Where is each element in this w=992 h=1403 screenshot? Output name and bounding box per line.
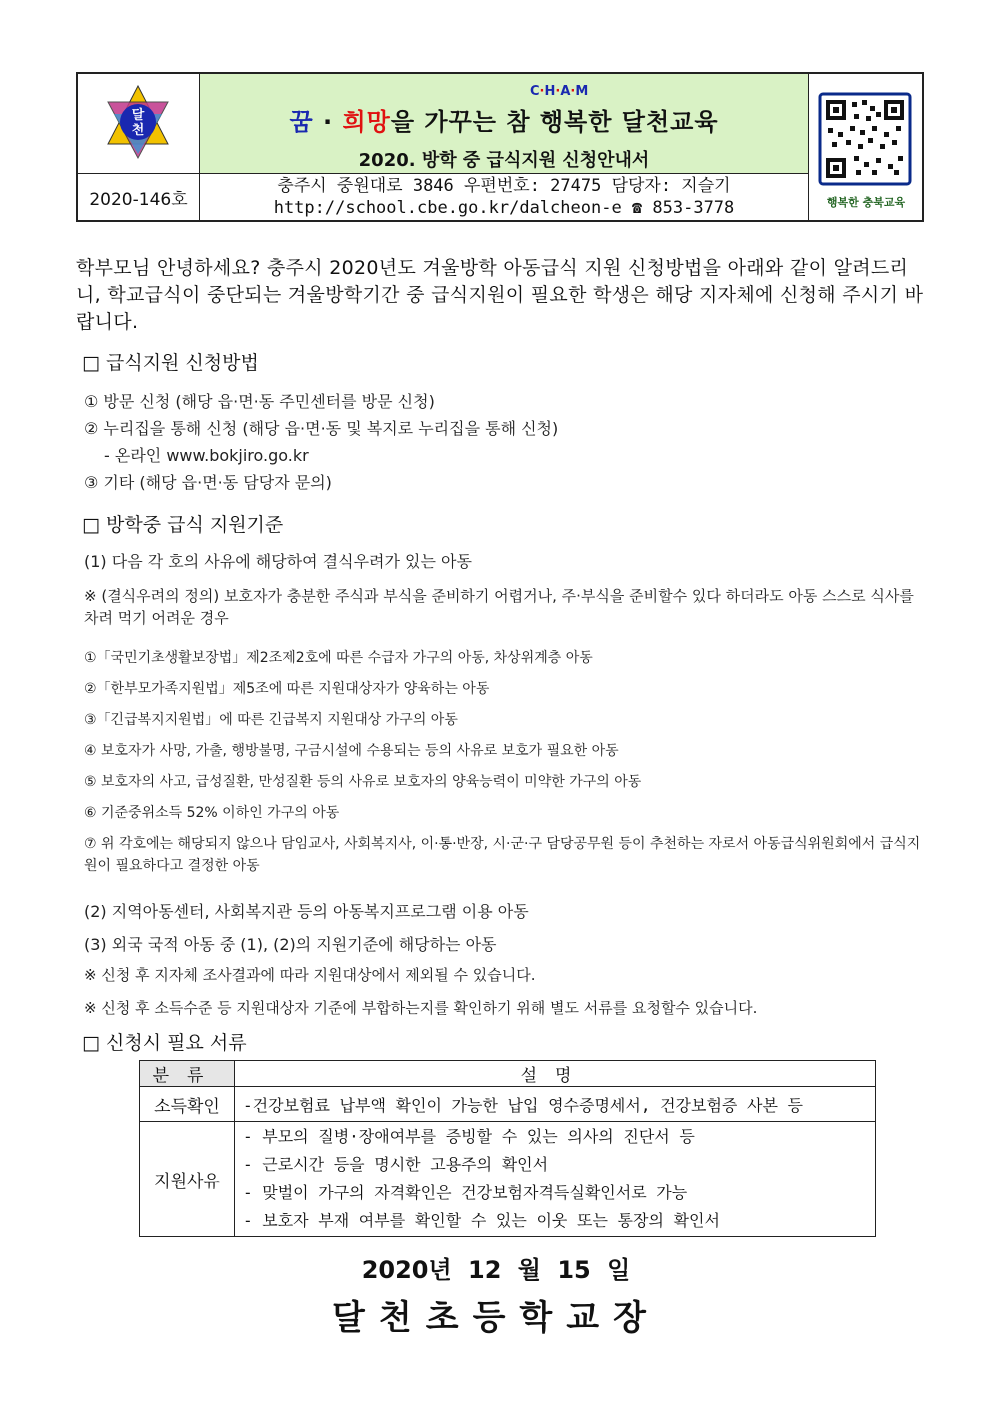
table-header-category: 분류 <box>140 1061 235 1087</box>
reason-item: - 근로시간 등을 명시한 고용주의 확인서 <box>243 1155 549 1174</box>
row-label-reason: 지원사유 <box>140 1122 235 1237</box>
letterhead <box>76 72 924 222</box>
svg-text:달: 달 <box>131 108 145 123</box>
section-title-documents: □ 신청시 필요 서류 <box>82 1032 247 1054</box>
criteria-item-4: ④ 보호자가 사망, 가출, 행방불명, 구금시설에 수용되는 등의 사유로 보호가 필요한 아동 <box>84 743 619 759</box>
cham-label: C·H·A·M <box>530 84 589 99</box>
address-line: 충주시 중원대로 3846 우편번호: 27475 담당자: 지슬기 <box>277 176 731 196</box>
apply-method-online: - 온라인 www.bokjiro.go.kr <box>104 446 309 465</box>
criteria-item-3: ③「긴급복지지원법」에 따른 긴급복지 지원대상 가구의 아동 <box>84 712 458 728</box>
criteria-lead-2: (2) 지역아동센터, 사회복지관 등의 아동복지프로그램 이용 아동 <box>84 902 529 921</box>
svg-text:천: 천 <box>131 123 145 138</box>
criteria-note: ※ (결식우려의 정의) 보호자가 충분한 주식과 부식을 준비하기 어렵거나, 주·부식을 준비할수 있다 하더라도 아동 스스로 식사를 차려 먹기 어려운 경우 <box>84 587 914 627</box>
criteria-lead-3: (3) 외국 국적 아동 중 (1), (2)의 지원기준에 해당하는 아동 <box>84 935 497 954</box>
school-logo <box>78 74 200 174</box>
signature: 달천초등학교장 <box>332 1298 660 1338</box>
apply-method-3: ③ 기타 (해당 읍·면·동 담당자 문의) <box>84 473 332 492</box>
criteria-item-1: ①「국민기초생활보장법」제2조제2호에 따른 수급자 가구의 아동, 차상위계층 아동 <box>84 650 593 666</box>
table-row <box>140 1122 876 1237</box>
criteria-item-7: ⑦ 위 각호에는 해당되지 않으나 담임교사, 사회복지사, 이·통·반장, 시·군·구 담당공무원 등이 추천하는 자로서 아동급식위원회에서 급식지원이 필요하다고 결정한 아동 <box>84 836 921 874</box>
apply-method-1: ① 방문 신청 (해당 읍·면·동 주민센터를 방문 신청) <box>84 392 435 411</box>
intro-paragraph: 학부모님 안녕하세요? 충주시 2020년도 겨울방학 아동급식 지원 신청방법을 아래와 같이 알려드리니, 학교급식이 중단되는 겨울방학기간 중 급식지원이 필요한 학생은 해당 지자체에 신청해 주시기 바랍니다. <box>76 257 924 333</box>
reason-item: - 보호자 부재 여부를 확인할 수 있는 이웃 또는 통장의 확인서 <box>243 1211 720 1230</box>
criteria-note-3: ※ 신청 후 소득수준 등 지원대상자 기준에 부합하는지를 확인하기 위해 별도 서류를 요청할수 있습니다. <box>84 999 758 1017</box>
row-label-income: 소득확인 <box>140 1087 235 1122</box>
qr-caption: 행복한 충북교육 <box>826 196 906 209</box>
table-header-description: 설명 <box>235 1061 876 1087</box>
document-title: 2020. 방학 중 급식지원 신청안내서 <box>358 150 650 171</box>
qr-code <box>808 74 922 220</box>
criteria-item-6: ⑥ 기준중위소득 52% 이하인 가구의 아동 <box>84 805 340 821</box>
row-desc-income: -건강보험료 납부액 확인이 가능한 납입 영수증명세서, 건강보험증 사본 등 <box>235 1087 876 1122</box>
table-header-row <box>140 1061 876 1087</box>
criteria-item-2: ②「한부모가족지원법」제5조에 따른 지원대상자가 양육하는 아동 <box>84 681 490 697</box>
section-title-criteria: □ 방학중 급식 지원기준 <box>82 514 284 536</box>
table-row <box>140 1087 876 1122</box>
url-line: http://school.cbe.go.kr/dalcheon-e ☎ 853-3778 <box>273 198 735 218</box>
criteria-item-5: ⑤ 보호자의 사고, 급성질환, 만성질환 등의 사유로 보호자의 양육능력이 미약한 가구의 아동 <box>84 774 642 790</box>
reason-item: - 맞벌이 가구의 자격확인은 건강보험자격득실확인서로 가능 <box>243 1183 688 1202</box>
criteria-lead-1: (1) 다음 각 호의 사유에 해당하여 결식우려가 있는 아동 <box>84 552 472 571</box>
apply-method-2: ② 누리집을 통해 신청 (해당 읍·면·동 및 복지로 누리집을 통해 신청) <box>84 419 559 438</box>
section-title-apply: □ 급식지원 신청방법 <box>82 352 259 374</box>
reason-item: - 부모의 질병·장애여부를 증빙할 수 있는 의사의 진단서 등 <box>243 1127 695 1146</box>
slogan-box <box>200 74 808 174</box>
slogan: 꿈 · 희망을 가꾸는 참 행복한 달천교육 <box>289 108 719 136</box>
issue-date: 2020년 12 월 15 일 <box>361 1256 631 1284</box>
criteria-note-2: ※ 신청 후 지자체 조사결과에 따라 지원대상에서 제외될 수 있습니다. <box>84 966 536 984</box>
documents-table <box>139 1060 876 1237</box>
row-desc-reason <box>235 1122 876 1237</box>
document-number: 2020-146호 <box>78 174 200 220</box>
contact-info <box>200 174 808 220</box>
